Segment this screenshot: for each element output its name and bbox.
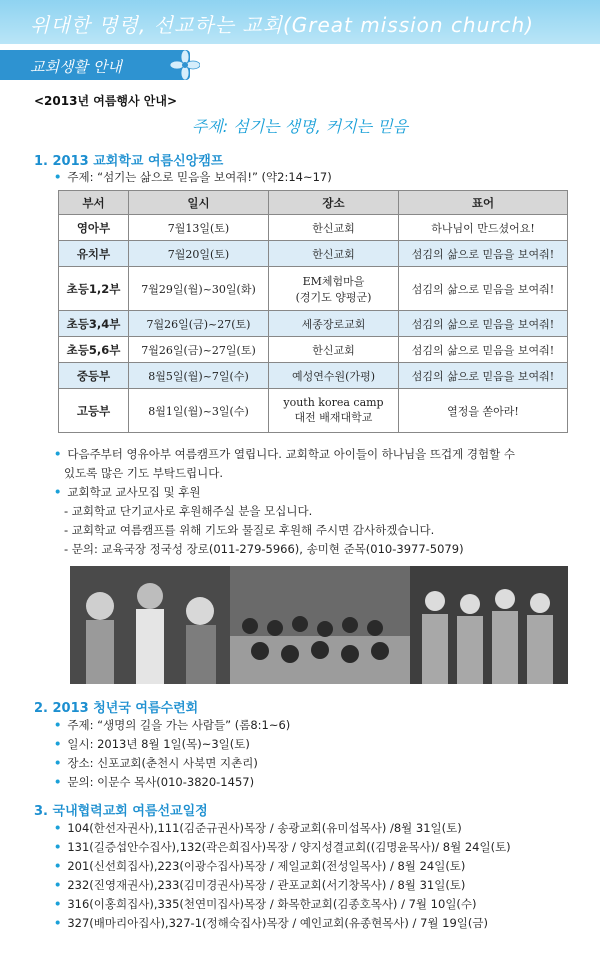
date-cell: 7월29일(월)~30일(화) (129, 267, 269, 311)
note-line: 있도록 많은 기도 부탁드립니다. (64, 466, 224, 480)
motto-cell: 섬김의 삶으로 믿음을 보여줘! (399, 267, 568, 311)
table-row (59, 267, 568, 311)
section1-topic: • 주제: “섬기는 삶으로 믿음을 보여줘!” (약2:14~17) (54, 170, 332, 184)
note-text: 다음주부터 영유아부 여름캠프가 열립니다. 교회학교 아이들이 하나님을 뜨겁게 경험할 수 (67, 447, 515, 461)
place-line-1: EM체험마을 (302, 274, 365, 288)
dept-cell: 초등1,2부 (59, 267, 129, 311)
flower-icon (170, 50, 200, 80)
list-item-text: 104(한선자권사),111(김준규권사)목장 / 송광교회(유미섭목사) /8월 31일(토) (67, 821, 462, 835)
motto-cell: 섬김의 삶으로 믿음을 보여줘! (399, 241, 568, 267)
date-cell: 7월13일(토) (129, 215, 269, 241)
motto-cell: 섬김의 삶으로 믿음을 보여줘! (399, 337, 568, 363)
place-line-2: 대전 배재대학교 (294, 411, 373, 424)
table-row (59, 389, 568, 433)
list-item-text: 327(배마리아집사),327-1(정해숙집사)목장 / 예인교회(유종현목사) / 7월 19일(금) (67, 916, 488, 930)
table-header-cell: 부서 (59, 191, 129, 215)
note-text: 교회학교 교사모집 및 후원 (67, 485, 201, 499)
event-theme: 주제: 섬기는 생명, 커지는 믿음 (191, 117, 409, 136)
table-header-row (59, 191, 568, 215)
note-line: - 교회학교 여름캠프를 위해 기도와 물질로 후원해 주시면 감사하겠습니다. (64, 523, 435, 537)
list-item-text: 232(진영재권사),233(김미경권사)목장 / 관포교회(서기창목사) / 8월 31일(토) (67, 878, 466, 892)
dept-cell: 초등3,4부 (59, 311, 129, 337)
header-banner (0, 0, 600, 44)
table-header-cell: 장소 (269, 191, 399, 215)
dept-cell: 유치부 (59, 241, 129, 267)
table-header-cell: 표어 (399, 191, 568, 215)
list-item-text: 문의: 이문수 목사(010-3820-1457) (67, 775, 255, 789)
list-item-text: 일시: 2013년 8월 1일(목)~3일(토) (67, 737, 250, 751)
list-item: • 문의: 이문수 목사(010-3820-1457) (54, 775, 255, 789)
list-item: • 316(이홍희집사),335(천연미집사)목장 / 화목한교회(김종호목사) / 7월 10일(수) (54, 897, 477, 911)
list-item-text: 주제: “생명의 길을 가는 사람들” (롬8:1~6) (67, 718, 291, 732)
date-cell: 7월26일(금)~27일(토) (129, 337, 269, 363)
camp-photo-1 (70, 566, 230, 684)
camp-table (58, 190, 568, 433)
date-cell: 8월1일(월)~3일(수) (129, 389, 269, 433)
note-line: • 교회학교 교사모집 및 후원 (54, 485, 201, 499)
section3-heading: 3. 국내협력교회 여름선교일정 (34, 804, 208, 819)
list-item: • 131(길증섭안수집사),132(곽은희집사)목장 / 양지성결교회((김명윤목사)/ 8월 24일(토) (54, 840, 511, 854)
list-item-text: 201(신선희집사),223(이광수집사)목장 / 제일교회(전성일목사) / 8월 24일(토) (67, 859, 466, 873)
dept-cell: 초등5,6부 (59, 337, 129, 363)
place-cell: 예성연수원(가평) (269, 363, 399, 389)
place-cell: 한신교회 (269, 241, 399, 267)
place-line-1: youth korea camp (283, 396, 384, 409)
event-subtitle: <2013년 여름행사 안내> (34, 94, 178, 108)
place-cell: 세종장로교회 (269, 311, 399, 337)
section-tag (0, 50, 190, 80)
list-item: • 104(한선자권사),111(김준규권사)목장 / 송광교회(유미섭목사) /8월 31일(토) (54, 821, 462, 835)
list-item: • 232(진영재권사),233(김미경권사)목장 / 관포교회(서기창목사) / 8월 31일(토) (54, 878, 466, 892)
list-item: • 주제: “생명의 길을 가는 사람들” (롬8:1~6) (54, 718, 291, 732)
list-item: • 일시: 2013년 8월 1일(목)~3일(토) (54, 737, 250, 751)
table-row (59, 311, 568, 337)
date-cell: 7월20일(토) (129, 241, 269, 267)
camp-photo-strip (70, 566, 568, 684)
section-tag-label: 교회생활 안내 (30, 58, 122, 76)
place-cell (269, 267, 399, 311)
banner-title: 위대한 명령, 선교하는 교회(Great mission church) (30, 13, 534, 37)
place-cell: 한신교회 (269, 337, 399, 363)
section2-heading: 2. 2013 청년국 여름수련회 (34, 701, 199, 716)
dept-cell: 영아부 (59, 215, 129, 241)
section1-topic-text: 주제: “섬기는 삶으로 믿음을 보여줘!” (약2:14~17) (67, 170, 332, 184)
motto-cell: 섬김의 삶으로 믿음을 보여줘! (399, 311, 568, 337)
list-item: • 201(신선희집사),223(이광수집사)목장 / 제일교회(전성일목사) / 8월 24일(토) (54, 859, 466, 873)
table-row (59, 337, 568, 363)
table-row (59, 363, 568, 389)
section1-heading: 1. 2013 교회학교 여름신앙캠프 (34, 154, 224, 169)
place-line-2: (경기도 양평군) (295, 290, 372, 304)
table-header-cell: 일시 (129, 191, 269, 215)
date-cell: 8월5일(월)~7일(수) (129, 363, 269, 389)
date-cell: 7월26일(금)~27(토) (129, 311, 269, 337)
list-item-text: 장소: 신포교회(춘천시 사북면 지촌리) (67, 756, 258, 770)
note-line: • 다음주부터 영유아부 여름캠프가 열립니다. 교회학교 아이들이 하나님을 뜨겁게 경험할 수 (54, 447, 515, 461)
note-line: - 교회학교 단기교사로 후원해주실 분을 모십니다. (64, 504, 313, 518)
motto-cell: 하나님이 만드셨어요! (399, 215, 568, 241)
motto-cell: 열정을 쏟아라! (399, 389, 568, 433)
list-item: • 장소: 신포교회(춘천시 사북면 지촌리) (54, 756, 258, 770)
camp-photo-2 (230, 566, 410, 684)
table-row (59, 241, 568, 267)
camp-photo-3 (410, 566, 568, 684)
note-line: - 문의: 교육국장 정국성 장로(011-279-5966), 송미현 준목(010-3977-5079) (64, 542, 464, 556)
place-cell: 한신교회 (269, 215, 399, 241)
table-row (59, 215, 568, 241)
place-cell (269, 389, 399, 433)
list-item: • 327(배마리아집사),327-1(정해숙집사)목장 / 예인교회(유종현목사) / 7월 19일(금) (54, 916, 488, 930)
dept-cell: 중등부 (59, 363, 129, 389)
dept-cell: 고등부 (59, 389, 129, 433)
list-item-text: 131(길증섭안수집사),132(곽은희집사)목장 / 양지성결교회((김명윤목사)/ 8월 24일(토) (67, 840, 511, 854)
list-item-text: 316(이홍희집사),335(천연미집사)목장 / 화목한교회(김종호목사) / 7월 10일(수) (67, 897, 477, 911)
motto-cell: 섬김의 삶으로 믿음을 보여줘! (399, 363, 568, 389)
